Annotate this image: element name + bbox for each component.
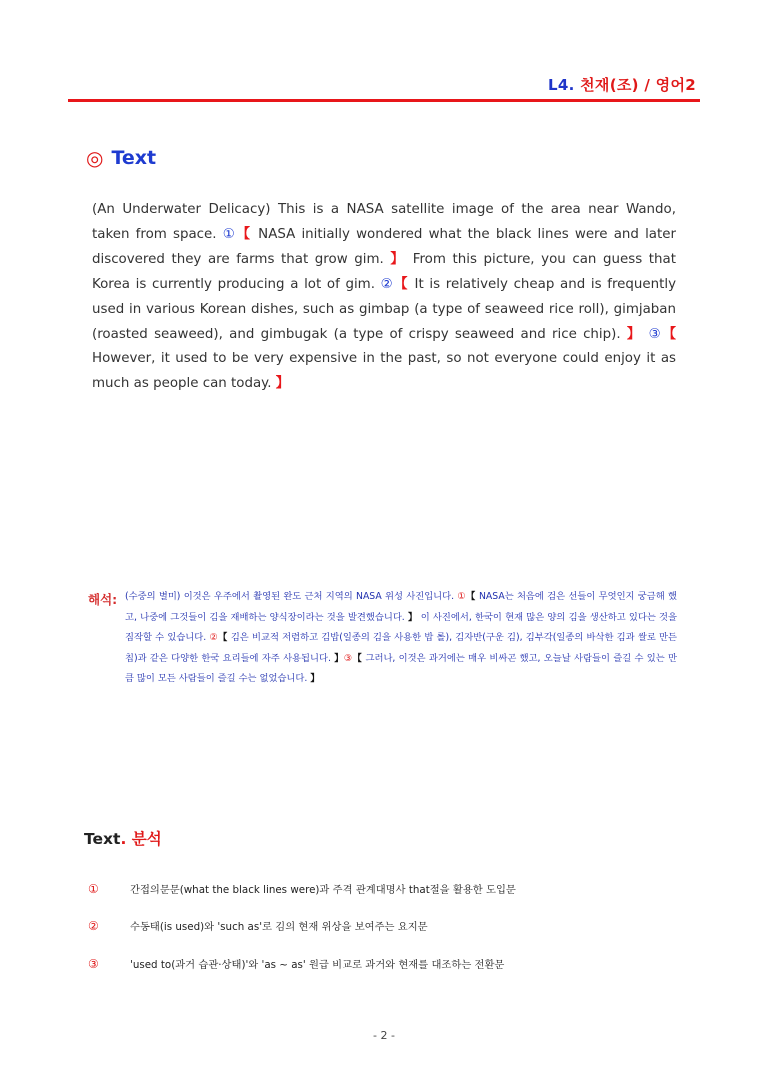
analysis-marker: ① [88, 882, 99, 896]
analysis-title-dot: . [120, 830, 127, 848]
analysis-marker: ③ [88, 957, 99, 971]
sentence-3: However, it used to be very expensive in the past, so not everyone could enjoy it as much as people can today. [92, 351, 676, 392]
analysis-text: 'used to(과거 습관·상태)'와 'as ~ as' 원급 비교로 과거와 현재를 대조하는 전환문 [130, 959, 505, 971]
english-passage [92, 198, 676, 397]
sentence-2: It is relatively cheap and is frequently used in various Korean dishes, such as gimbap (a type of seaweed rice roll), gimjaban (roasted seaweed), and gimbugak (a type of crispy seaweed and rice chip). [92, 276, 677, 342]
subject-label: 영어2 [655, 76, 696, 94]
translation-3: 그러나, 이것은 과거에는 매우 비싸곤 했고, 오늘날 사람들이 즐길 수 있는 만큼 많이 모든 사람들이 즐길 수는 없었습니다. [125, 652, 677, 684]
close-bracket: 】 [310, 673, 320, 684]
translation-2-number: ② [209, 632, 219, 643]
lesson-label: L4. [548, 76, 575, 94]
open-bracket: 【 [662, 326, 676, 342]
translation-label: 해석: [88, 592, 118, 607]
text-section-title [86, 147, 156, 169]
analysis-text: 수동태(is used)와 'such as'로 김의 현재 위상을 보여주는 요지문 [130, 921, 428, 933]
sentence-1-number: ① [222, 226, 237, 242]
page-number: - 2 - [373, 1029, 395, 1042]
double-circle-icon: ◎ [86, 146, 104, 170]
publisher-label: 천재(조) [580, 76, 639, 94]
analysis-item [88, 956, 504, 971]
open-bracket: 【 [466, 591, 476, 602]
passage-middle: From this picture, you can guess that Korea is currently producing a lot of gim. [92, 251, 676, 292]
translation-1: NASA는 처음에 검은 선들이 무엇인지 궁금해 했고, 나중에 그것들이 김을 재배하는 양식장이라는 것을 발견했습니다. [125, 591, 677, 623]
close-bracket: 】 [334, 652, 344, 664]
analysis-item [88, 881, 516, 896]
translation-intro: (수중의 별미) 이것은 우주에서 촬영된 완도 근처 지역의 NASA 위성 사진입니다. [125, 591, 455, 602]
passage-intro: (An Underwater Delicacy) This is a NASA satellite image of the area near Wando, taken from space. [92, 202, 676, 242]
open-bracket: 【 [394, 276, 409, 292]
open-bracket: 【 [236, 226, 252, 242]
analysis-item [88, 918, 428, 933]
section-title-text: Text [111, 147, 157, 169]
page-header [548, 74, 696, 95]
open-bracket: 【 [352, 652, 363, 664]
translation-1-number: ① [457, 591, 467, 602]
analysis-marker: ② [88, 919, 99, 933]
sentence-2-number: ② [380, 276, 395, 292]
close-bracket: 】 [275, 376, 290, 392]
header-separator: / [644, 76, 651, 94]
open-bracket: 【 [218, 632, 228, 643]
analysis-title-keyword: 분석 [131, 830, 162, 848]
header-rule [68, 99, 700, 102]
sentence-1: NASA initially wondered what the black lines were and later discovered they are farms that grow gim. [92, 226, 676, 267]
close-bracket: 】 [407, 611, 418, 623]
translation-middle: 이 사진에서, 한국이 현재 많은 양의 김을 생산하고 있다는 것을 짐작할 수 있습니다. [125, 611, 677, 643]
analysis-title [84, 827, 162, 849]
close-bracket: 】 [390, 251, 407, 267]
translation-2: 김은 비교적 저렴하고 김밥(일종의 김을 사용한 밥 롤), 김자반(구운 김), 김부각(일종의 바삭한 김과 쌀로 만든 칩)과 같은 다양한 한국 요리들에 자주 사용됩니다. [125, 632, 677, 664]
close-bracket: 】 [626, 326, 643, 342]
analysis-text: 간접의문문(what the black lines were)과 주격 관계대명사 that절을 활용한 도입문 [130, 884, 516, 896]
translation-3-number: ③ [343, 652, 353, 664]
korean-translation [125, 587, 677, 690]
analysis-title-prefix: Text [84, 830, 121, 848]
sentence-3-number: ③ [648, 326, 663, 342]
